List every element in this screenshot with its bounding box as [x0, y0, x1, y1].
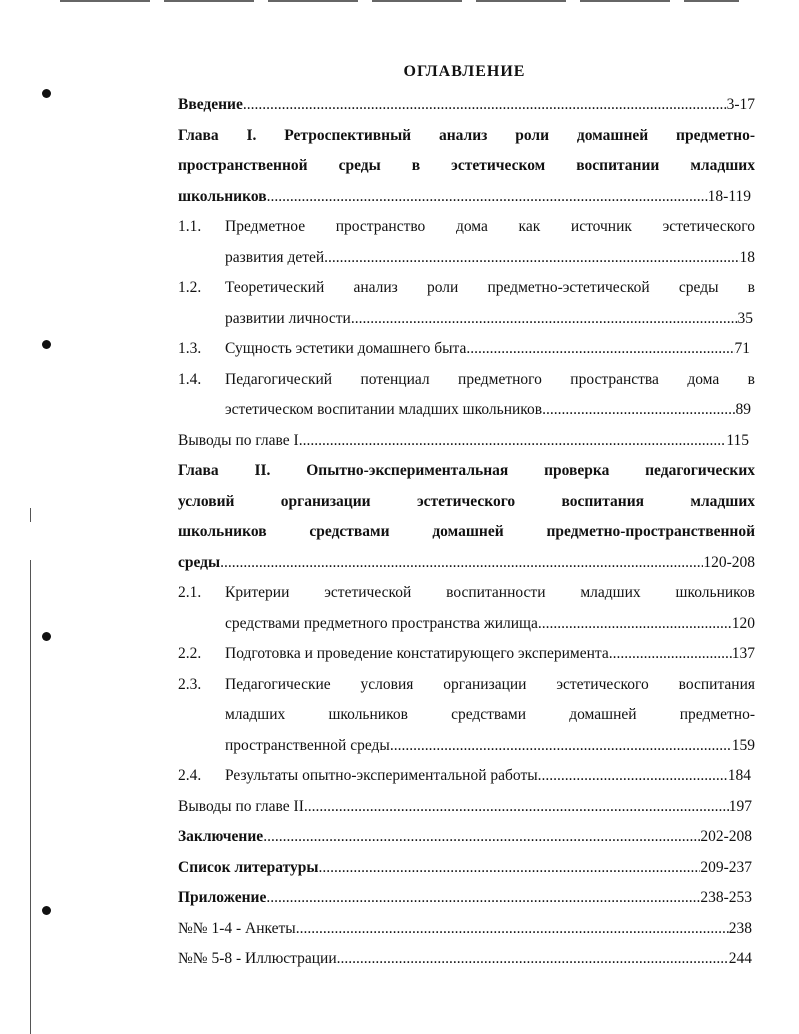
toc-label: Выводы по главе II — [178, 797, 304, 815]
toc-entry-final[interactable] — [178, 822, 752, 853]
toc-page: 89 — [735, 401, 751, 418]
toc-entry-2-1[interactable] — [178, 578, 755, 639]
toc-page: 209-237 — [700, 858, 752, 876]
toc-entry-1-1[interactable] — [178, 212, 755, 273]
toc-label: школьников средствами домашней предметно-пространственной — [178, 523, 755, 540]
toc-label: Предметное пространство дома как источник эстетического — [225, 218, 755, 235]
toc-page: 202-208 — [700, 828, 752, 845]
toc-label: условий организации эстетического воспитания младших — [178, 492, 755, 510]
section-number: 2.2. — [178, 645, 202, 662]
toc-page: 71 — [734, 340, 750, 357]
scan-mark — [30, 508, 31, 522]
toc-page: 35 — [737, 309, 753, 327]
toc-label: пространственной среды — [225, 736, 390, 754]
toc-entry-conclusion-1[interactable] — [178, 426, 749, 457]
toc-page: 137 — [731, 645, 755, 662]
section-number: 2.4. — [178, 767, 202, 784]
scan-top-edge — [60, 0, 739, 2]
toc-entry-literature[interactable] — [178, 853, 752, 884]
toc-entry-1-2[interactable] — [178, 273, 755, 334]
toc-label: Подготовка и проведение констатирующего эксперимента — [225, 645, 609, 662]
toc-entry-chapter-2[interactable] — [178, 456, 755, 578]
toc-label: среды — [178, 553, 221, 571]
toc-label: Теоретический анализ роли предметно-эстетической среды в — [225, 279, 755, 296]
binder-hole-icon — [42, 906, 51, 915]
toc-page: 120-208 — [703, 553, 755, 571]
toc-entry-2-3[interactable] — [178, 670, 755, 762]
toc-label: Сущность эстетики домашнего быта — [225, 340, 467, 357]
toc-entry-intro[interactable] — [178, 90, 755, 121]
toc-entry-conclusion-2[interactable] — [178, 792, 752, 823]
toc-label: №№ 1-4 - Анкеты — [178, 919, 296, 937]
binder-hole-icon — [42, 89, 51, 98]
toc-page: 159 — [731, 736, 755, 754]
toc-label: Педагогические условия организации эстетического воспитания — [225, 675, 755, 693]
toc-page: 3-17 — [726, 96, 755, 113]
toc-label: эстетическом воспитании младших школьников — [225, 401, 543, 418]
toc-page: 244 — [728, 950, 752, 967]
toc-entry-2-4[interactable] — [178, 761, 755, 792]
toc-label: развитии личности — [225, 309, 351, 327]
page-title: ОГЛАВЛЕНИЕ — [403, 63, 526, 80]
section-number: 1.4. — [178, 370, 202, 388]
toc-entry-appendix[interactable] — [178, 883, 752, 914]
toc-page: 18-119 — [707, 187, 751, 205]
toc-page: 197 — [728, 797, 752, 815]
toc-label: Глава II. Опытно-экспериментальная проверка педагогических — [178, 462, 755, 479]
toc-entry-1-4[interactable] — [178, 365, 755, 426]
section-number: 2.1. — [178, 584, 202, 601]
toc-entry-chapter-1[interactable] — [178, 121, 755, 213]
toc-label: Заключение — [178, 828, 264, 845]
toc-entry-appendix-2[interactable] — [178, 944, 752, 975]
section-number: 1.2. — [178, 279, 202, 296]
toc-entry-appendix-1[interactable] — [178, 914, 752, 945]
binder-hole-icon — [42, 632, 51, 641]
toc-page: 120 — [731, 614, 755, 632]
toc-label: №№ 5-8 - Иллюстрации — [178, 950, 337, 967]
toc-label: развития детей — [225, 248, 325, 266]
toc-page: 115 — [726, 431, 749, 449]
scan-left-edge — [30, 560, 31, 1034]
binder-hole-icon — [42, 340, 51, 349]
toc-label: Результаты опытно-экспериментальной работы — [225, 767, 538, 784]
toc-label: Педагогический потенциал предметного пространства дома в — [225, 370, 755, 388]
toc-label: Список литературы — [178, 858, 319, 876]
toc-label: Приложение — [178, 889, 267, 906]
table-of-contents — [178, 90, 755, 975]
toc-page: 18 — [739, 248, 755, 266]
toc-label: пространственной среды в эстетическом воспитании младших — [178, 157, 755, 174]
toc-page: 238-253 — [700, 889, 752, 906]
toc-label: Введение — [178, 96, 243, 113]
toc-label: Критерии эстетической воспитанности младших школьников — [225, 584, 755, 601]
toc-label: Глава I. Ретроспективный анализ роли домашней предметно- — [178, 126, 755, 144]
toc-entry-2-2[interactable] — [178, 639, 755, 670]
toc-label: младших школьников средствами домашней предметно- — [225, 706, 755, 723]
toc-label: школьников — [178, 187, 267, 205]
toc-label: средствами предметного пространства жилища — [225, 614, 538, 632]
toc-page: 238 — [728, 919, 752, 937]
section-number: 1.3. — [178, 340, 202, 357]
toc-page: 184 — [727, 767, 751, 784]
toc-label: Выводы по главе I — [178, 431, 299, 449]
section-number: 1.1. — [178, 218, 202, 235]
toc-entry-1-3[interactable] — [178, 334, 755, 365]
section-number: 2.3. — [178, 675, 202, 693]
